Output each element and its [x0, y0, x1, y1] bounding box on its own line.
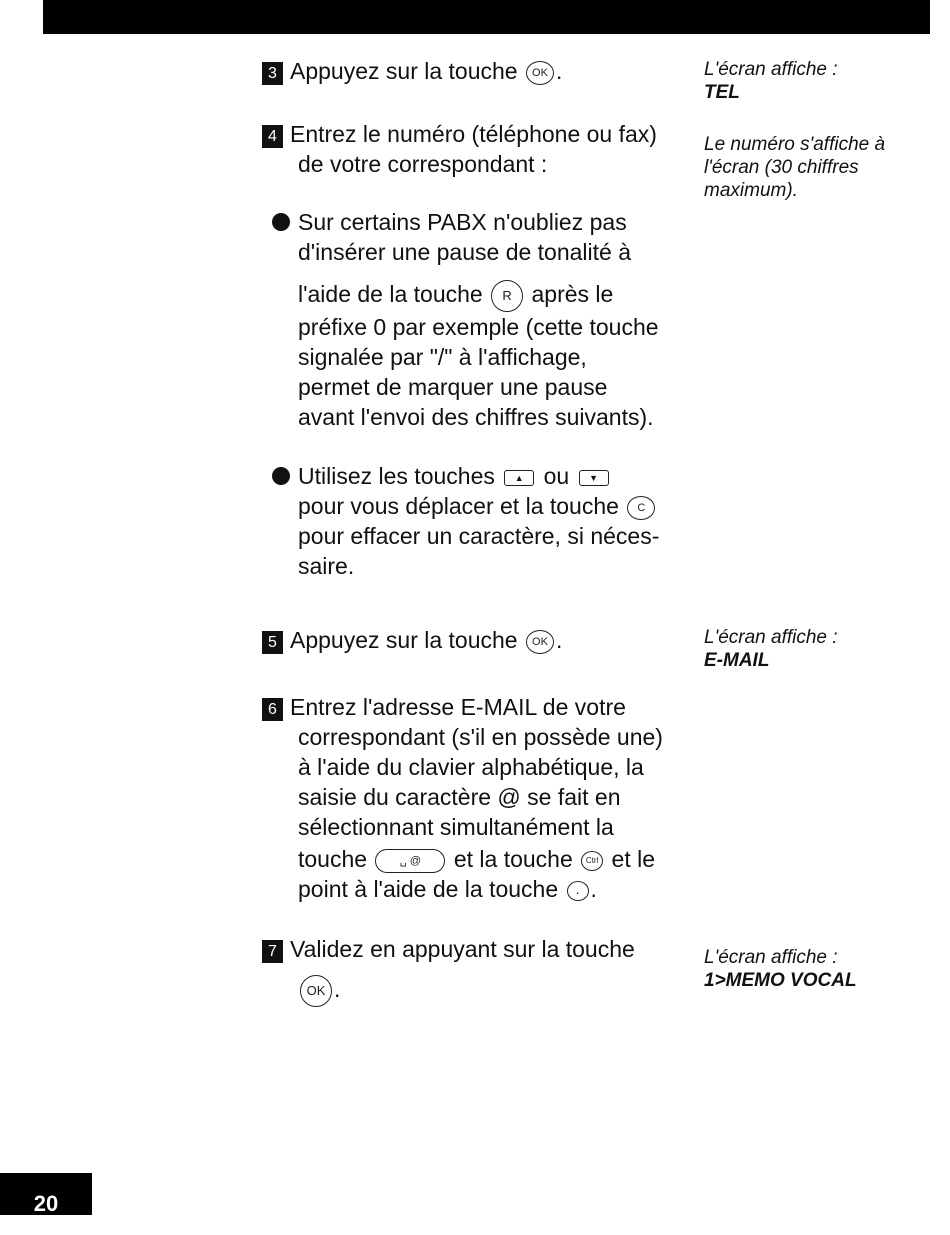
side-note-memo-vocal — [704, 946, 857, 992]
side-note-label: L'écran affiche : — [704, 947, 838, 968]
side-note-value: 1>MEMO VOCAL — [704, 970, 857, 991]
bullet-pabx — [298, 207, 659, 432]
side-note-line: maximum). — [704, 180, 798, 201]
side-note-label: L'écran affiche : — [704, 627, 838, 648]
step-text-line: . — [590, 876, 597, 902]
step-text-end: . — [555, 58, 563, 84]
bullet-line: pour vous déplacer et la touche — [298, 493, 619, 519]
step-text: Appuyez sur la touche — [290, 58, 518, 84]
step-number: 4 — [262, 125, 283, 148]
ok-key-icon: OK — [300, 975, 332, 1007]
bullet-line: avant l'envoi des chiffres suivants). — [298, 403, 654, 430]
step-3 — [262, 56, 562, 86]
step-5 — [262, 625, 562, 655]
bullet-line: l'aide de la touche — [298, 281, 483, 307]
step-text-line: Entrez le numéro (téléphone ou fax) — [290, 121, 657, 147]
step-text-line: saisie du caractère @ se fait en — [298, 784, 621, 810]
bullet-icon — [272, 467, 290, 485]
step-6 — [262, 692, 663, 904]
step-text-line: point à l'aide de la touche — [298, 876, 559, 902]
step-number: 6 — [262, 698, 283, 721]
side-note-email — [704, 626, 838, 672]
bullet-icon — [272, 213, 290, 231]
step-text-line: à l'aide du clavier alphabétique, la — [298, 754, 644, 780]
bullet-line: ou — [543, 463, 570, 489]
side-note-line: l'écran (30 chiffres — [704, 157, 859, 178]
step-text-end: . — [555, 627, 563, 653]
c-key-icon: C — [627, 496, 655, 520]
step-text-line: Entrez l'adresse E-MAIL de votre — [290, 694, 626, 720]
ok-key-icon: OK — [526, 630, 554, 654]
ctrl-key-icon: Ctrl — [581, 851, 603, 871]
step-number: 3 — [262, 62, 283, 85]
side-note-value: TEL — [704, 82, 740, 103]
side-note-number — [704, 133, 885, 202]
header-bar — [43, 0, 930, 34]
space-at-key-icon: ␣ @ — [375, 849, 445, 873]
step-text-line: de votre correspondant : — [298, 151, 548, 177]
bullet-line: pour effacer un caractère, si néces- — [298, 523, 660, 549]
step-text-line: correspondant (s'il en possède une) — [298, 724, 663, 750]
step-text-line: sélectionnant simultanément la — [298, 814, 614, 840]
up-arrow-key-icon: ▲ — [504, 470, 534, 486]
step-number: 7 — [262, 940, 283, 963]
step-text-line: touche — [298, 846, 368, 872]
step-text-end: . — [334, 976, 341, 1002]
bullet-navigation — [298, 461, 659, 581]
r-key-icon: R — [491, 280, 523, 312]
step-number: 5 — [262, 631, 283, 654]
step-7 — [262, 934, 635, 1007]
step-text: Appuyez sur la touche — [290, 627, 518, 653]
down-arrow-key-icon: ▼ — [579, 470, 609, 486]
bullet-line: saire. — [298, 553, 355, 579]
bullet-line: préfixe 0 par exemple (cette touche — [298, 313, 659, 340]
bullet-line: Utilisez les touches — [298, 463, 495, 489]
page-number: 20 — [0, 1173, 92, 1215]
step-text-line: et la touche — [453, 846, 573, 872]
bullet-line: Sur certains PABX n'oubliez pas — [298, 209, 627, 235]
dot-key-icon: . — [567, 881, 589, 901]
step-4 — [262, 119, 657, 179]
bullet-line: après le — [531, 281, 614, 307]
step-text-line: Validez en appuyant sur la touche — [290, 936, 635, 962]
side-note-label: L'écran affiche : — [704, 59, 838, 80]
side-note-value: E-MAIL — [704, 650, 770, 671]
ok-key-icon: OK — [526, 61, 554, 85]
bullet-line: d'insérer une pause de tonalité à — [298, 239, 632, 265]
bullet-line: permet de marquer une pause — [298, 373, 608, 400]
side-note-line: Le numéro s'affiche à — [704, 134, 886, 155]
side-note-tel — [704, 58, 838, 104]
bullet-line: signalée par "/" à l'affichage, — [298, 343, 587, 370]
step-text-line: et le — [611, 846, 656, 872]
